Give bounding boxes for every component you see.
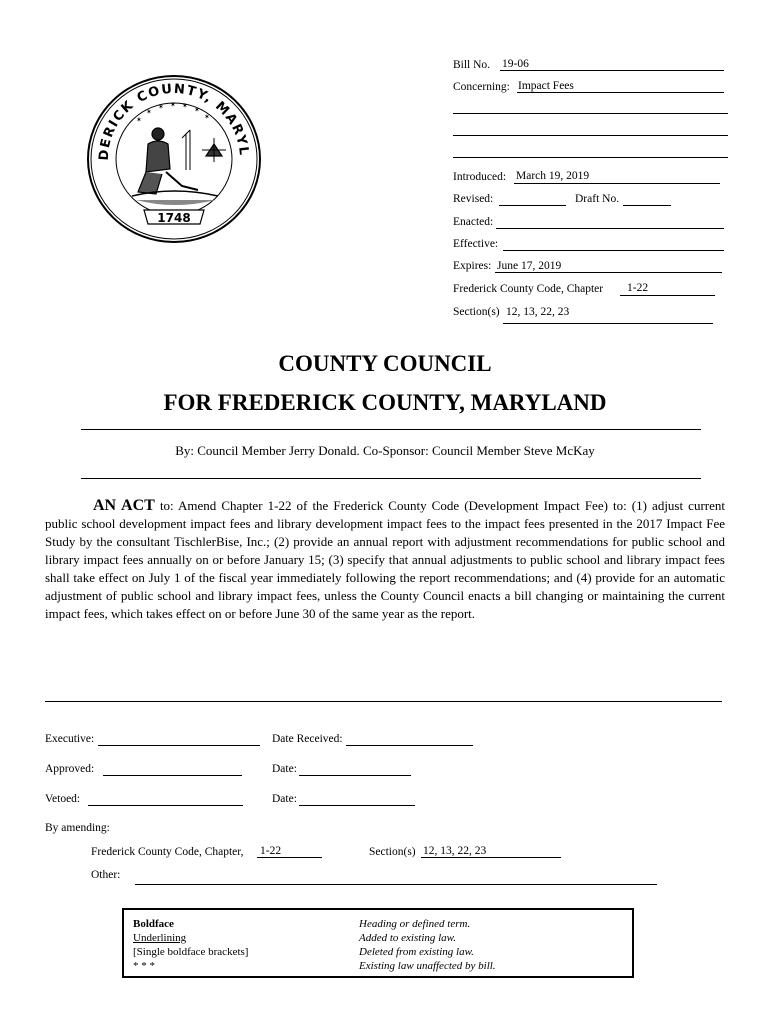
bill-no-label: Bill No. bbox=[453, 59, 491, 71]
concerning-label: Concerning: bbox=[453, 81, 510, 93]
other-line bbox=[135, 884, 657, 885]
sections-label: Section(s) bbox=[453, 306, 500, 318]
introduced-value: March 19, 2019 bbox=[516, 170, 590, 182]
sponsor-rule bbox=[81, 478, 701, 479]
revised-label: Revised: bbox=[453, 193, 494, 205]
legend-brackets-desc: Deleted from existing law. bbox=[359, 946, 474, 958]
vetoed-date-label: Date: bbox=[272, 793, 297, 805]
other-label: Other: bbox=[91, 869, 121, 881]
approved-date-label: Date: bbox=[272, 763, 297, 775]
legend-descriptions bbox=[359, 917, 496, 973]
blank-line-2 bbox=[453, 135, 728, 136]
act-body: to: Amend Chapter 1-22 of the Frederick County Code (Development Impact Fee) to: (1) adjust current public school development impact fees and library development impact fees to the impact fees presented in the 2017 Impact Fee Study by the consultant TischlerBise, Inc.; (2) provide an annual report with adjustment recommendations for public school and library impact fees annually on or before January 15; (3) specify that annual adjustments to public school and library impact fees shall take effect on July 1 of the fiscal year immediately following the report recommendations; and (4) provide for an automatic adjustment of public school and library impact fees, unless the County Council enacts a bill changing or maintaining the current impact fees, which takes effect on or before June 30 of the same year as the report. bbox=[45, 498, 725, 621]
expires-value: June 17, 2019 bbox=[497, 260, 562, 272]
blank-line-1 bbox=[453, 113, 728, 114]
date-received-label: Date Received: bbox=[272, 733, 343, 745]
legend-brackets: [Single boldface brackets] bbox=[133, 946, 249, 958]
blank-line-3 bbox=[453, 157, 728, 158]
legend-underlining: Underlining bbox=[133, 932, 187, 944]
bill-no-line bbox=[500, 70, 724, 71]
act-end-rule bbox=[45, 701, 722, 702]
concerning-value: Impact Fees bbox=[518, 80, 574, 92]
council-title-line1: COUNTY COUNCIL bbox=[278, 351, 492, 376]
seal-year: 1748 bbox=[157, 211, 191, 225]
draft-no-label: Draft No. bbox=[575, 193, 620, 205]
sections-line bbox=[503, 323, 713, 324]
svg-text:✶: ✶ bbox=[158, 103, 164, 111]
code-chapter-value: 1-22 bbox=[627, 282, 649, 294]
sections-value: 12, 13, 22, 23 bbox=[506, 306, 570, 318]
approved-label: Approved: bbox=[45, 763, 95, 775]
executive-line bbox=[98, 745, 260, 746]
bill-no-value: 19-06 bbox=[502, 58, 529, 70]
amending-sections-label: Section(s) bbox=[369, 846, 416, 858]
amending-sections-value: 12, 13, 22, 23 bbox=[423, 845, 487, 857]
by-amending-label: By amending: bbox=[45, 822, 110, 834]
introduced-line bbox=[514, 183, 720, 184]
svg-text:✶: ✶ bbox=[136, 116, 142, 124]
seal-arc-text: DERICK COUNTY, MARYL bbox=[96, 81, 252, 162]
enacted-label: Enacted: bbox=[453, 216, 494, 228]
formatting-legend bbox=[122, 908, 634, 978]
county-seal bbox=[86, 74, 262, 244]
amending-code-label: Frederick County Code, Chapter, bbox=[91, 846, 244, 858]
vetoed-label: Vetoed: bbox=[45, 793, 81, 805]
act-text bbox=[45, 497, 725, 623]
effective-label: Effective: bbox=[453, 238, 499, 250]
revised-line bbox=[499, 205, 566, 206]
title-rule bbox=[81, 429, 701, 430]
executive-label: Executive: bbox=[45, 733, 95, 745]
effective-line bbox=[503, 250, 724, 251]
svg-text:✶: ✶ bbox=[182, 102, 188, 110]
act-lead: AN ACT bbox=[93, 497, 155, 514]
expires-label: Expires: bbox=[453, 260, 492, 272]
code-chapter-label: Frederick County Code, Chapter bbox=[453, 283, 604, 295]
legend-terms bbox=[133, 917, 248, 973]
council-title-line2: FOR FREDERICK COUNTY, MARYLAND bbox=[163, 390, 607, 415]
legend-underlining-desc: Added to existing law. bbox=[359, 932, 456, 944]
legend-asterisks-desc: Existing law unaffected by bill. bbox=[359, 960, 496, 972]
svg-text:✶: ✶ bbox=[194, 106, 200, 114]
approved-line bbox=[103, 775, 242, 776]
enacted-line bbox=[496, 228, 724, 229]
vetoed-date-line bbox=[299, 805, 415, 806]
svg-text:✶: ✶ bbox=[204, 113, 210, 121]
date-received-line bbox=[346, 745, 473, 746]
legend-boldface: Boldface bbox=[133, 918, 174, 930]
code-chapter-line bbox=[620, 295, 715, 296]
introduced-label: Introduced: bbox=[453, 171, 507, 183]
legend-boldface-desc: Heading or defined term. bbox=[359, 918, 471, 930]
legend-asterisks: * * * bbox=[133, 960, 155, 972]
draft-no-line bbox=[623, 205, 671, 206]
svg-text:✶: ✶ bbox=[146, 108, 152, 116]
svg-text:✶: ✶ bbox=[170, 101, 176, 109]
sponsor-line: By: Council Member Jerry Donald. Co-Sponsor: Council Member Steve McKay bbox=[175, 443, 595, 458]
vetoed-line bbox=[88, 805, 243, 806]
approved-date-line bbox=[299, 775, 411, 776]
amending-code-value: 1-22 bbox=[260, 845, 282, 857]
